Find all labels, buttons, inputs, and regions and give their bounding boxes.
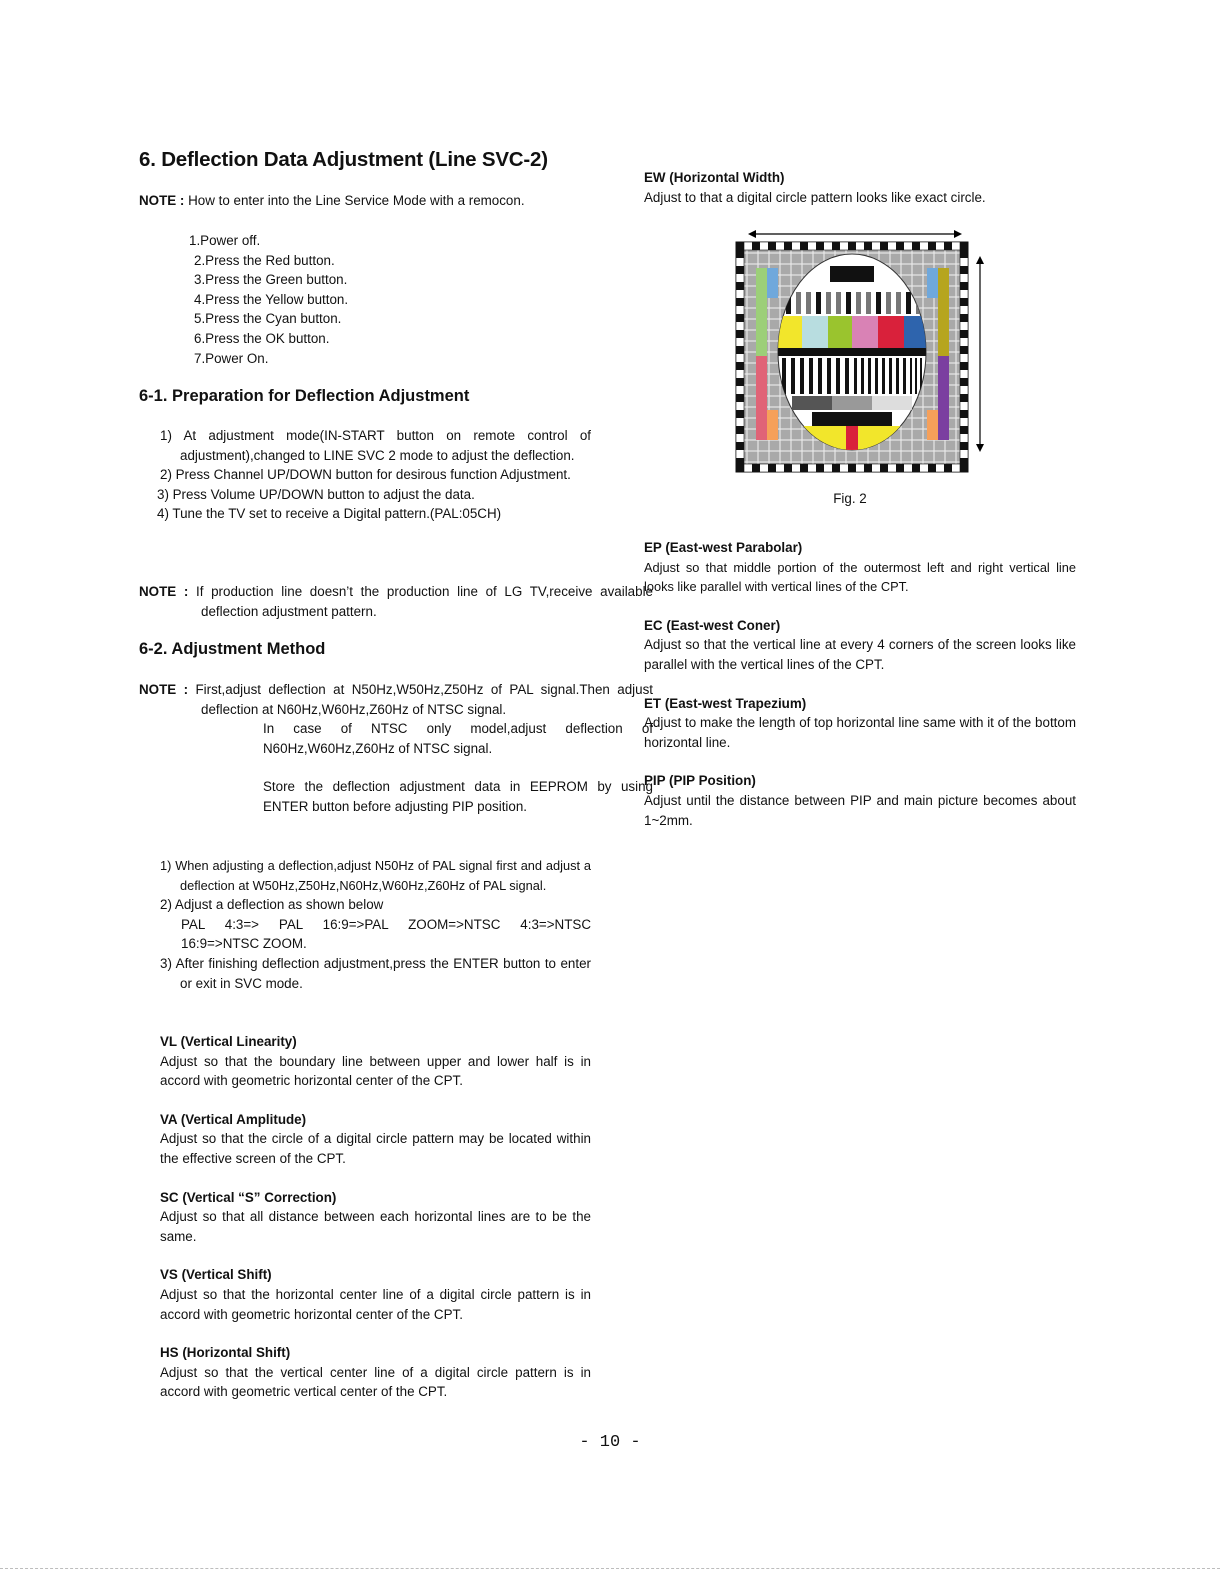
definition-block [160, 1032, 591, 1091]
definition-title: HS (Horizontal Shift) [160, 1345, 291, 1361]
definition-body: Adjust so that the horizontal center line of a digital circle pattern is in accord with geometric horizontal center of the CPT. [160, 1286, 591, 1322]
step-item: 1.Power off. [189, 233, 261, 248]
definition-body: Adjust so that the vertical line at every 4 corners of the screen looks like parallel with the vertical lines of the CPT. [644, 637, 1076, 672]
section-heading-preparation: 6-1. Preparation for Deflection Adjustment [139, 387, 470, 405]
note-line-service [139, 191, 591, 211]
note-label: NOTE : [139, 193, 185, 208]
definition-body: Adjust to that a digital circle pattern looks like exact circle. [644, 189, 986, 205]
page-title: 6. Deflection Data Adjustment (Line SVC-2) [139, 148, 548, 171]
step-item: 4.Press the Yellow button. [194, 291, 349, 307]
definition-body: Adjust so that the vertical center line of a digital circle pattern is in accord with geometric vertical center of the CPT. [160, 1364, 591, 1400]
note-label: NOTE : [139, 682, 189, 697]
definition-block [160, 1188, 591, 1247]
definition-body: Adjust to make the length of top horizontal line same with it of the bottom horizontal line. [644, 715, 1076, 750]
list-item: 3) After finishing deflection adjustment,press the ENTER button to enter or exit in SVC mode. [160, 955, 591, 991]
list-item: 2) Adjust a deflection as shown below [160, 897, 384, 913]
service-mode-steps [189, 231, 348, 368]
figure-caption: Fig. 2 [833, 491, 867, 506]
definition-title: PIP (PIP Position) [644, 773, 756, 789]
definition-block [160, 1265, 591, 1324]
right-definitions [644, 538, 1076, 830]
note-paragraph: First,adjust deflection at N50Hz,W50Hz,Z50Hz of PAL signal.Then adjust deflection at N60Hz,W60Hz,Z60Hz of NTSC signal. [195, 682, 653, 717]
page-number: - 10 - [579, 1433, 641, 1452]
list-item: 4) Tune the TV set to receive a Digital pattern.(PAL:05CH) [157, 506, 502, 522]
definition-body: Adjust so that the circle of a digital circle pattern may be located within the effective screen of the CPT. [160, 1131, 591, 1166]
page-bottom-rule [0, 1568, 1220, 1569]
definition-title: VS (Vertical Shift) [160, 1267, 272, 1283]
note-production-line [139, 582, 653, 621]
definition-title: EP (East-west Parabolar) [644, 540, 803, 555]
definition-block [644, 771, 1076, 830]
step-item: 7.Power On. [194, 350, 269, 366]
ew-definition [644, 168, 1076, 207]
mode-sequence: PAL 4:3=> PAL 16:9=>PAL ZOOM=>NTSC 4:3=>NTSC 16:9=>NTSC ZOOM. [181, 916, 591, 952]
left-definitions [160, 1032, 591, 1402]
definition-title: VA (Vertical Amplitude) [160, 1111, 307, 1127]
list-item: 1) When adjusting a deflection,adjust N50Hz of PAL signal first and adjust a deflection at W50Hz,Z50Hz,N60Hz,W60Hz,Z60Hz of PAL signal. [160, 858, 591, 893]
definition-block [644, 616, 1076, 675]
definition-title: SC (Vertical “S” Correction) [160, 1189, 337, 1205]
step-item: 2.Press the Red button. [194, 252, 335, 268]
list-item: 1) At adjustment mode(IN-START button on remote control of adjustment),changed to LINE SVC 2 mode to adjust the deflection. [160, 428, 591, 463]
note-text: How to enter into the Line Service Mode with a remocon. [188, 193, 525, 208]
step-item: 6.Press the OK button. [194, 330, 330, 346]
preparation-list [139, 426, 591, 524]
definition-body: Adjust so that all distance between each horizontal lines are to be the same. [160, 1209, 591, 1244]
list-item: 2) Press Channel UP/DOWN button for desirous function Adjustment. [160, 467, 571, 483]
method-list [139, 856, 591, 993]
step-item: 3.Press the Green button. [194, 272, 348, 288]
note-label: NOTE : [139, 584, 189, 599]
definition-body: Adjust so that the boundary line between upper and lower half is in accord with geometric horizontal center of the CPT. [160, 1053, 591, 1089]
definition-title: EC (East-west Coner) [644, 617, 781, 633]
definition-body: Adjust until the distance between PIP and main picture becomes about 1~2mm. [644, 792, 1076, 828]
definition-body: Adjust so that middle portion of the outermost left and right vertical line looks like parallel with vertical lines of the CPT. [644, 559, 1076, 595]
list-item: 3) Press Volume UP/DOWN button to adjust the data. [157, 486, 475, 502]
note-paragraph: Store the deflection adjustment data in EEPROM by using ENTER button before adjusting PIP position. [263, 779, 653, 814]
definition-block [160, 1110, 591, 1169]
definition-title: ET (East-west Trapezium) [644, 695, 807, 711]
definition-title: EW (Horizontal Width) [644, 170, 785, 185]
definition-block [644, 538, 1076, 597]
step-item: 5.Press the Cyan button. [194, 311, 342, 327]
definition-title: VL (Vertical Linearity) [160, 1034, 297, 1049]
definition-block [644, 694, 1076, 753]
note-adjustment [139, 680, 653, 817]
section-heading-method: 6-2. Adjustment Method [139, 640, 326, 658]
definition-block [160, 1343, 591, 1402]
note-paragraph: In case of NTSC only model,adjust deflection of N60Hz,W60Hz,Z60Hz of NTSC signal. [263, 721, 653, 756]
test-pattern-figure [732, 226, 992, 476]
note-text: If production line doesn’t the production line of LG TV,receive available deflection adjustment pattern. [196, 584, 653, 619]
